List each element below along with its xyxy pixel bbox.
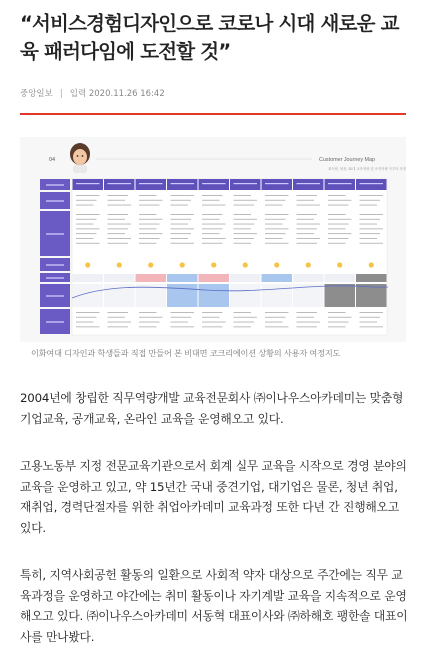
emotion-graph-cell bbox=[230, 284, 261, 307]
cell-text-line bbox=[234, 238, 255, 239]
cell-text-line bbox=[234, 224, 255, 225]
cell-text-line bbox=[265, 205, 283, 206]
cell-text-line bbox=[108, 238, 132, 239]
emotion-face bbox=[274, 262, 279, 267]
cell-text-line bbox=[297, 243, 318, 244]
stage-header-text bbox=[139, 183, 163, 184]
cell-text-line bbox=[139, 205, 160, 206]
cell-text-line bbox=[202, 322, 226, 323]
cell-text-line bbox=[139, 238, 160, 239]
cell-text-line bbox=[234, 200, 258, 201]
stage-header-cell bbox=[293, 179, 324, 190]
cell-text-line bbox=[171, 219, 192, 220]
stage-header-text bbox=[360, 183, 384, 184]
article-source[interactable]: 중앙일보 bbox=[20, 89, 53, 99]
cell-text-line bbox=[265, 195, 289, 196]
cell-text-line bbox=[202, 326, 223, 327]
cell-text-line bbox=[328, 195, 346, 196]
cell-text-line bbox=[328, 326, 346, 327]
cell-text-line bbox=[202, 219, 220, 220]
row-label-text bbox=[46, 277, 64, 278]
cell-text-line bbox=[108, 326, 129, 327]
cell-text-line bbox=[360, 322, 378, 323]
stage-header-text bbox=[76, 183, 100, 184]
cell-text-line bbox=[234, 326, 252, 327]
stage-header-text bbox=[328, 183, 352, 184]
cell-text-line bbox=[139, 326, 157, 327]
cell-text-line bbox=[202, 214, 223, 215]
cell-text-line bbox=[265, 233, 286, 234]
cell-text-line bbox=[76, 243, 100, 244]
cell-text-line bbox=[297, 195, 318, 196]
row-label-text bbox=[46, 321, 64, 322]
cell-text-line bbox=[76, 238, 94, 239]
cell-text-line bbox=[234, 317, 258, 318]
emotion-cell bbox=[167, 274, 198, 282]
cell-text-line bbox=[76, 205, 94, 206]
cell-text-line bbox=[234, 214, 252, 215]
cell-text-line bbox=[297, 214, 318, 215]
cell-text-line bbox=[360, 214, 384, 215]
cell-text-line bbox=[265, 317, 286, 318]
stage-header-cell bbox=[167, 179, 198, 190]
cell-text-line bbox=[297, 238, 321, 239]
cell-text-line bbox=[297, 205, 321, 206]
cell-text-line bbox=[171, 243, 195, 244]
cell-text-line bbox=[328, 312, 346, 313]
cell-text-line bbox=[202, 200, 220, 201]
cell-text-line bbox=[139, 224, 160, 225]
emotion-face bbox=[85, 262, 90, 267]
cell-text-line bbox=[108, 219, 126, 220]
emotion-cell bbox=[104, 274, 135, 282]
cell-text-line bbox=[171, 238, 189, 239]
cell-text-line bbox=[360, 224, 378, 225]
cell-text-line bbox=[171, 214, 195, 215]
cell-text-line bbox=[328, 214, 346, 215]
article-figure bbox=[20, 137, 406, 342]
emotion-face bbox=[306, 262, 311, 267]
article-paragraph: 특히, 지역사회공헌 활동의 일환으로 사회적 약자 대상으로 주간에는 직무 교육과정을 운영하고 야간에는 취미 활동이나 자기계발 교육을 지속적으로 운영해오고 있다. ㈜이나우스아카데미 서동혁 대표이사와 ㈜하해호 팽한솔 대표이사를 만나봤다. bbox=[20, 568, 408, 644]
cell-text-line bbox=[76, 214, 100, 215]
cell-text-line bbox=[108, 322, 132, 323]
row-label-text bbox=[46, 295, 64, 296]
emotion-face bbox=[148, 262, 153, 267]
row-label-text bbox=[46, 233, 64, 234]
cell-text-line bbox=[265, 243, 289, 244]
cell-text-line bbox=[297, 219, 315, 220]
emotion-cell bbox=[136, 274, 167, 282]
emotion-cell bbox=[73, 274, 104, 282]
cell-text-line bbox=[108, 233, 126, 234]
stage-header-cell bbox=[104, 179, 135, 190]
cell-text-line bbox=[234, 322, 255, 323]
article-paragraph: 2004년에 창립한 직무역량개발 교육전문회사 ㈜이나우스아카데미는 맞춤형 기업교육, 공개교육, 온라인 교육을 운영해오고 있다. bbox=[20, 391, 404, 426]
cell-text-line bbox=[202, 224, 226, 225]
cell-text-line bbox=[202, 317, 220, 318]
cell-text-line bbox=[202, 195, 223, 196]
emotion-face bbox=[180, 262, 185, 267]
cell-text-line bbox=[265, 238, 283, 239]
cell-text-line bbox=[76, 195, 100, 196]
map-title: Customer Journey Map bbox=[319, 157, 376, 163]
cell-text-line bbox=[360, 195, 384, 196]
emotion-face bbox=[211, 262, 216, 267]
cell-text-line bbox=[139, 322, 160, 323]
cell-text-line bbox=[76, 312, 100, 313]
cell-text-line bbox=[171, 228, 195, 229]
cell-text-line bbox=[171, 233, 192, 234]
row-label-text bbox=[46, 184, 64, 185]
cell-text-line bbox=[328, 219, 352, 220]
cell-text-line bbox=[171, 200, 192, 201]
row-label-text bbox=[46, 200, 64, 201]
cell-text-line bbox=[360, 233, 381, 234]
emotion-face bbox=[369, 262, 374, 267]
cell-text-line bbox=[76, 228, 100, 229]
cell-text-line bbox=[76, 219, 97, 220]
cell-text-line bbox=[139, 228, 157, 229]
cell-text-line bbox=[171, 195, 195, 196]
cell-text-line bbox=[202, 238, 226, 239]
cell-text-line bbox=[328, 243, 346, 244]
emotion-graph-cell bbox=[262, 284, 293, 307]
emotion-graph-cell bbox=[167, 284, 198, 307]
article-meta bbox=[20, 87, 165, 99]
emotion-cell bbox=[356, 274, 387, 282]
cell-text-line bbox=[297, 312, 318, 313]
cell-text-line bbox=[297, 228, 318, 229]
stage-header-text bbox=[202, 183, 226, 184]
map-subtitle: 회사원, 팀장, 30대 교육역량 및 조직역량 이루어 과정 bbox=[328, 167, 406, 171]
cell-text-line bbox=[328, 205, 349, 206]
memoji-avatar bbox=[70, 143, 90, 173]
article-date: 입력 2020.11.26 16:42 bbox=[69, 89, 165, 99]
cell-text-line bbox=[328, 200, 352, 201]
cell-text-line bbox=[360, 243, 384, 244]
cell-text-line bbox=[108, 214, 129, 215]
cell-text-line bbox=[360, 219, 381, 220]
cell-text-line bbox=[202, 205, 226, 206]
cell-text-line bbox=[108, 228, 129, 229]
cell-text-line bbox=[139, 214, 157, 215]
cell-text-line bbox=[76, 233, 97, 234]
cell-text-line bbox=[76, 326, 100, 327]
cell-text-line bbox=[171, 322, 189, 323]
cell-text-line bbox=[171, 317, 192, 318]
emotion-cell bbox=[262, 274, 293, 282]
cell-text-line bbox=[328, 238, 349, 239]
cell-text-line bbox=[108, 317, 126, 318]
cell-text-line bbox=[234, 228, 252, 229]
cell-text-line bbox=[234, 219, 258, 220]
cell-text-line bbox=[265, 219, 286, 220]
cell-text-line bbox=[265, 322, 283, 323]
cell-text-line bbox=[202, 233, 220, 234]
cell-text-line bbox=[360, 205, 378, 206]
cell-text-line bbox=[76, 224, 94, 225]
stage-header-text bbox=[234, 183, 258, 184]
cell-text-line bbox=[265, 214, 289, 215]
emotion-cell bbox=[199, 274, 230, 282]
cell-text-line bbox=[202, 243, 223, 244]
meta-divider: | bbox=[59, 89, 63, 99]
figure-caption: 이화여대 디자인과 학생들과 직접 만들어 본 비대면 코크리에이션 상황의 사용자 여정지도 bbox=[31, 348, 341, 358]
cell-text-line bbox=[297, 317, 315, 318]
article-headline: “서비스경험디자인으로 코로나 시대 새로운 교육 패러다임에 도전할 것” bbox=[20, 12, 399, 63]
journey-map-grid bbox=[40, 179, 387, 335]
stage-header-cell bbox=[199, 179, 230, 190]
row-label-text bbox=[46, 264, 64, 265]
cell-text-line bbox=[360, 238, 378, 239]
emotion-cell bbox=[230, 274, 261, 282]
emotion-face bbox=[117, 262, 122, 267]
map-step-number: 04 bbox=[49, 157, 56, 163]
cell-text-line bbox=[171, 205, 189, 206]
cell-text-line bbox=[108, 200, 126, 201]
cell-text-line bbox=[360, 200, 381, 201]
cell-text-line bbox=[297, 322, 321, 323]
emotion-cell bbox=[293, 274, 324, 282]
cell-text-line bbox=[328, 322, 349, 323]
emotion-face bbox=[337, 262, 342, 267]
cell-text-line bbox=[202, 312, 223, 313]
cell-text-line bbox=[139, 200, 163, 201]
stage-header-text bbox=[265, 183, 289, 184]
emotion-graph-cell bbox=[325, 284, 356, 307]
cell-text-line bbox=[139, 233, 163, 234]
cell-text-line bbox=[234, 205, 255, 206]
cell-text-line bbox=[108, 312, 129, 313]
cell-text-line bbox=[202, 228, 223, 229]
cell-text-line bbox=[234, 243, 252, 244]
cell-text-line bbox=[360, 312, 384, 313]
cell-text-line bbox=[76, 200, 97, 201]
stage-header-cell bbox=[136, 179, 167, 190]
cell-text-line bbox=[297, 326, 318, 327]
cell-text-line bbox=[328, 228, 346, 229]
cell-text-line bbox=[265, 312, 289, 313]
stage-header-cell bbox=[262, 179, 293, 190]
cell-text-line bbox=[328, 317, 352, 318]
stage-header-text bbox=[297, 183, 321, 184]
cell-text-line bbox=[360, 317, 381, 318]
emotion-face bbox=[243, 262, 248, 267]
cell-text-line bbox=[328, 224, 349, 225]
cell-text-line bbox=[265, 200, 286, 201]
cell-text-line bbox=[108, 195, 129, 196]
cell-text-line bbox=[139, 219, 163, 220]
emotion-cell bbox=[325, 274, 356, 282]
cell-text-line bbox=[328, 233, 352, 234]
cell-text-line bbox=[76, 317, 97, 318]
article-paragraph: 고용노동부 지정 전문교육기관으로서 회계 실무 교육을 시작으로 경영 분야의 교육을 운영하고 있고, 약 15년간 국내 중견기업, 대기업은 물론, 청년 취업, 재취업, 경력단절자를 위한 취업아카데미 교육과정 또한 다년 간 진행해오고 있다. bbox=[20, 459, 407, 535]
cell-text-line bbox=[234, 312, 252, 313]
journey-map-image bbox=[20, 137, 406, 342]
cell-text-line bbox=[171, 224, 189, 225]
emotion-graph-cell bbox=[199, 284, 230, 307]
cell-text-line bbox=[108, 243, 129, 244]
cell-text-line bbox=[234, 195, 252, 196]
cell-text-line bbox=[265, 228, 289, 229]
cell-text-line bbox=[139, 312, 157, 313]
cell-text-line bbox=[360, 228, 384, 229]
grid-background bbox=[72, 179, 387, 335]
cell-text-line bbox=[171, 312, 195, 313]
stage-header-text bbox=[108, 183, 132, 184]
stage-header-cell bbox=[230, 179, 261, 190]
emotion-graph-cell bbox=[73, 284, 104, 307]
cell-text-line bbox=[297, 200, 315, 201]
stage-header-cell bbox=[356, 179, 387, 190]
cell-text-line bbox=[139, 243, 157, 244]
cell-text-line bbox=[297, 233, 315, 234]
cell-text-line bbox=[234, 233, 258, 234]
cell-text-line bbox=[108, 205, 132, 206]
cell-text-line bbox=[360, 326, 384, 327]
headline-divider bbox=[20, 113, 406, 115]
stage-header-text bbox=[171, 183, 195, 184]
stage-header-cell bbox=[325, 179, 356, 190]
stage-header-cell bbox=[73, 179, 104, 190]
cell-text-line bbox=[265, 326, 289, 327]
cell-text-line bbox=[108, 224, 132, 225]
cell-text-line bbox=[76, 322, 94, 323]
cell-text-line bbox=[265, 224, 283, 225]
cell-text-line bbox=[139, 317, 163, 318]
cell-text-line bbox=[297, 224, 321, 225]
cell-text-line bbox=[171, 326, 195, 327]
cell-text-line bbox=[139, 195, 157, 196]
